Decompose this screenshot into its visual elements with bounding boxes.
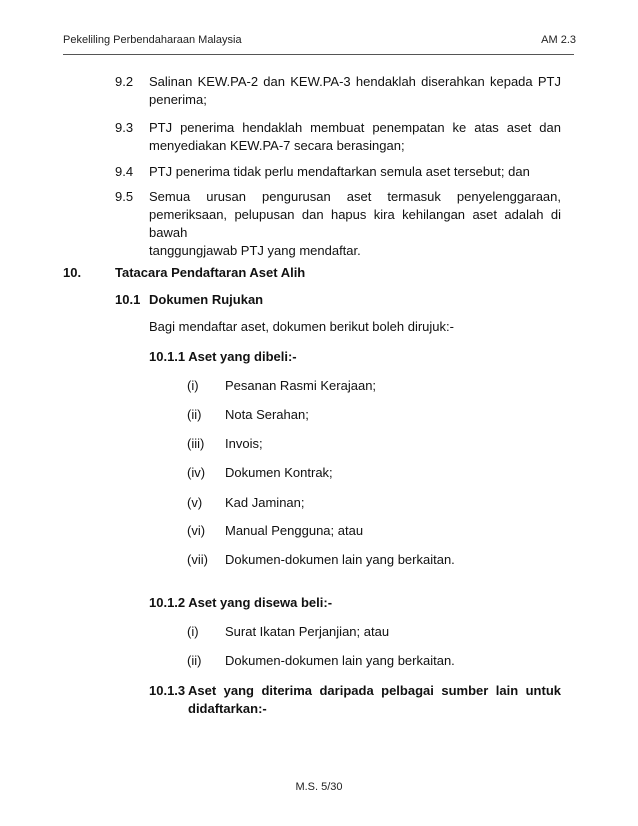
list-text: Surat Ikatan Perjanjian; atau <box>225 624 390 639</box>
subsubsection-heading-10-1-2: 10.1.2 Aset yang disewa beli:- <box>149 595 333 610</box>
item-line: Salinan KEW.PA-2 dan KEW.PA-3 hendaklah diserahkan kepada PTJ <box>149 74 561 89</box>
item-number: 9.4 <box>115 164 134 179</box>
subsubsection-heading-10-1-3 <box>188 682 561 718</box>
item-line: PTJ penerima hendaklah membuat penempatan ke atas aset dan <box>149 120 561 135</box>
page-number: M.S. 5/30 <box>295 781 343 793</box>
list-text: Invois; <box>225 436 263 451</box>
heading-line: Aset yang diterima daripada pelbagai sumber lain untuk <box>188 683 561 698</box>
subsubsection-number-10-1-3: 10.1.3 <box>149 683 186 698</box>
item-number: 9.5 <box>115 189 134 204</box>
list-roman: (vii) <box>187 552 208 567</box>
list-roman: (iv) <box>187 465 206 480</box>
subsection-number: 10.1 <box>115 292 141 307</box>
header-rule <box>63 54 574 55</box>
subsection-title: Dokumen Rujukan <box>149 292 264 307</box>
item-line: pemeriksaan, pelupusan dan hapus kira kehilangan aset adalah di bawah <box>149 207 561 240</box>
subsubsection-heading-10-1-1: 10.1.1 Aset yang dibeli:- <box>149 349 297 364</box>
item-line: Semua urusan pengurusan aset termasuk penyelenggaraan, <box>149 189 561 204</box>
header-left: Pekeliling Perbendaharaan Malaysia <box>63 34 242 46</box>
list-roman: (ii) <box>187 653 202 668</box>
item-line: tanggungjawab PTJ yang mendaftar. <box>149 243 361 258</box>
list-text: Dokumen-dokumen lain yang berkaitan. <box>225 653 455 668</box>
list-roman: (vi) <box>187 523 206 538</box>
heading-line: didaftarkan:- <box>188 701 267 716</box>
item-line: penerima; <box>149 92 207 107</box>
section-number: 10. <box>63 265 82 280</box>
item-line: PTJ penerima tidak perlu mendaftarkan semula aset tersebut; dan <box>149 164 530 179</box>
item-text <box>149 73 561 109</box>
list-roman: (iii) <box>187 436 205 451</box>
list-roman: (i) <box>187 624 199 639</box>
list-text: Manual Pengguna; atau <box>225 523 364 538</box>
list-roman: (ii) <box>187 407 202 422</box>
section-title: Tatacara Pendaftaran Aset Alih <box>115 265 306 280</box>
item-line: menyediakan KEW.PA-7 secara berasingan; <box>149 138 405 153</box>
list-text: Kad Jaminan; <box>225 495 305 510</box>
list-text: Nota Serahan; <box>225 407 309 422</box>
list-text: Pesanan Rasmi Kerajaan; <box>225 378 377 393</box>
list-text: Dokumen Kontrak; <box>225 465 333 480</box>
header-right: AM 2.3 <box>541 34 576 46</box>
item-text <box>149 163 561 181</box>
item-text <box>149 119 561 155</box>
list-roman: (v) <box>187 495 203 510</box>
intro-text: Bagi mendaftar aset, dokumen berikut boleh dirujuk:- <box>149 319 454 334</box>
list-roman: (i) <box>187 378 199 393</box>
item-number: 9.3 <box>115 120 134 135</box>
item-number: 9.2 <box>115 74 134 89</box>
list-text: Dokumen-dokumen lain yang berkaitan. <box>225 552 455 567</box>
item-text <box>149 188 561 260</box>
